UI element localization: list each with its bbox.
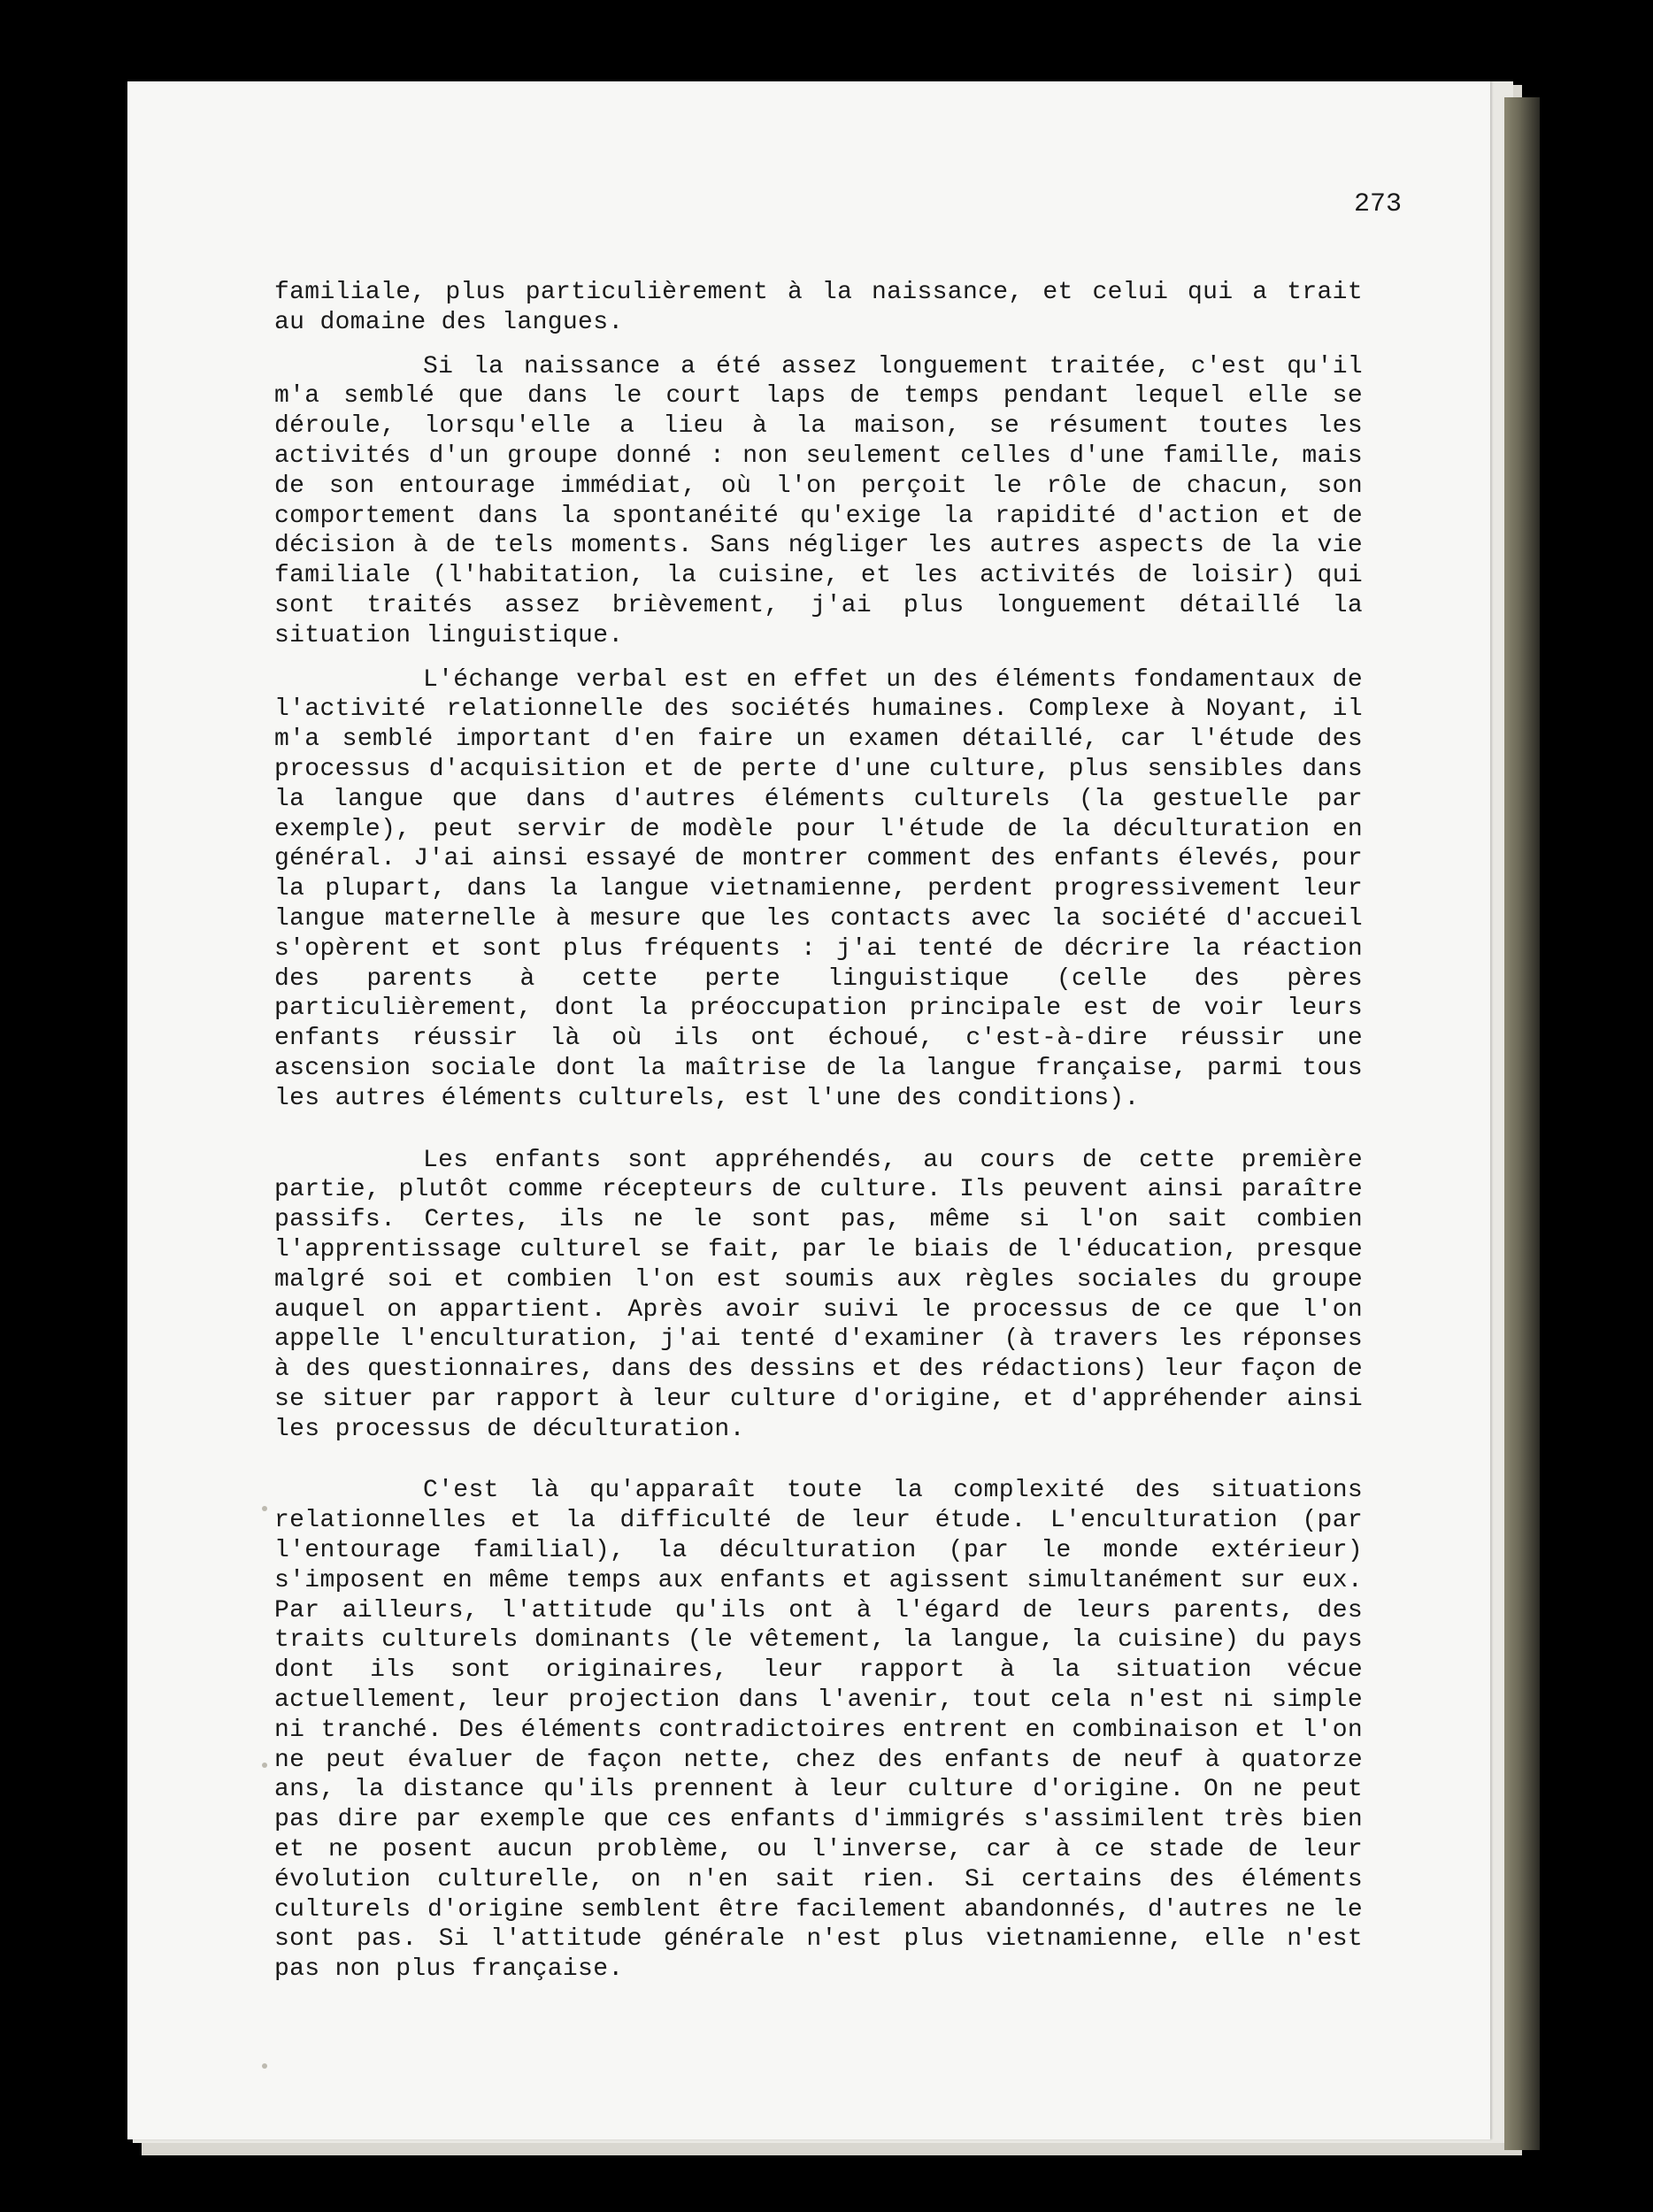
binding-hole xyxy=(262,1763,267,1768)
page-number: 273 xyxy=(1353,189,1402,219)
paragraph-3: L'échange verbal est en effet un des éléments fondamentaux de l'activité relationnelle des sociétés humaines. Complexe à Noyant, il m'a semblé important d'en faire un examen détaillé, car l'étude des processus d'acquisition et de perte d'une culture, plus sensibles dans la langue que dans d'autres éléments culturels (la gestuelle par exemple), peut servir de modèle pour l'étude de la déculturation en général. J'ai ainsi essayé de montrer comment des enfants élevés, pour la plupart, dans la langue vietnamienne, perdent progressivement leur langue maternelle à mesure que les contacts avec la société d'accueil s'opèrent et sont plus fréquents : j'ai tenté de décrire la réaction des parents à cette perte linguistique (celle des pères particulièrement, dont la préoccupation principale est de voir leurs enfants réussir là où ils ont échoué, c'est-à-dire réussir une ascension sociale dont la maîtrise de la langue française, parmi tous les autres éléments culturels, est l'une des conditions). xyxy=(274,665,1363,1112)
paragraph-2: Si la naissance a été assez longuement traitée, c'est qu'il m'a semblé que dans le court laps de temps pendant lequel elle se déroule, lorsqu'elle a lieu à la maison, se résument toutes les activités d'un groupe donné : non seulement celles d'une famille, mais de son entourage immédiat, où l'on perçoit le rôle de chacun, son comportement dans la spontanéité qu'exige la rapidité d'action et de décision à de tels moments. Sans négliger les autres aspects de la vie familiale (l'habitation, la cuisine, et les activités de loisir) qui sont traités assez brièvement, j'ai plus longuement détaillé la situation linguistique. xyxy=(274,352,1363,649)
paragraph-1: familiale, plus particulièrement à la naissance, et celui qui a trait au domaine des langues. xyxy=(274,279,1363,336)
binding-hole xyxy=(262,1506,267,1511)
book-spine-edge xyxy=(1504,97,1540,2150)
paragraph-4: Les enfants sont appréhendés, au cours de cette première partie, plutôt comme récepteurs de culture. Ils peuvent ainsi paraître passifs. Certes, ils ne le sont pas, même si l'on sait combien l'apprentissage culturel se fait, par le biais de l'éducation, presque malgré soi et combien l'on est soumis aux règles sociales du groupe auquel on appartient. Après avoir suivi le processus de ce que l'on appelle l'enculturation, j'ai tenté d'examiner (à travers les réponses à des questionnaires, dans des dessins et des rédactions) leur façon de se situer par rapport à leur culture d'origine, et d'appréhender ainsi les processus de déculturation. xyxy=(274,1146,1363,1443)
body-text xyxy=(274,278,1363,1999)
binding-hole xyxy=(262,2063,267,2069)
document-page xyxy=(127,81,1490,2139)
paragraph-5: C'est là qu'apparaît toute la complexité des situations relationnelles et la difficulté de leur étude. L'enculturation (par l'entourage familial), la déculturation (par le monde extérieur) s'imposent en même temps aux enfants et agissent simultanément sur eux. Par ailleurs, l'attitude qu'ils ont à l'égard de leurs parents, des traits culturels dominants (le vêtement, la langue, la cuisine) du pays dont ils sont originaires, leur rapport à la situation vécue actuellement, leur projection dans l'avenir, tout cela n'est ni simple ni tranché. Des éléments contradictoires entrent en combinaison et l'on ne peut évaluer de façon nette, chez des enfants de neuf à quatorze ans, la distance qu'ils prennent à leur culture d'origine. On ne peut pas dire par exemple que ces enfants d'immigrés s'assimilent très bien et ne posent aucun problème, ou l'inverse, car à ce stade de leur évolution culturelle, on n'en sait rien. Si certains des éléments culturels d'origine semblent être facilement abandonnés, d'autres ne le sont pas. Si l'attitude générale n'est plus vietnamienne, elle n'est pas non plus française. xyxy=(274,1477,1363,1984)
